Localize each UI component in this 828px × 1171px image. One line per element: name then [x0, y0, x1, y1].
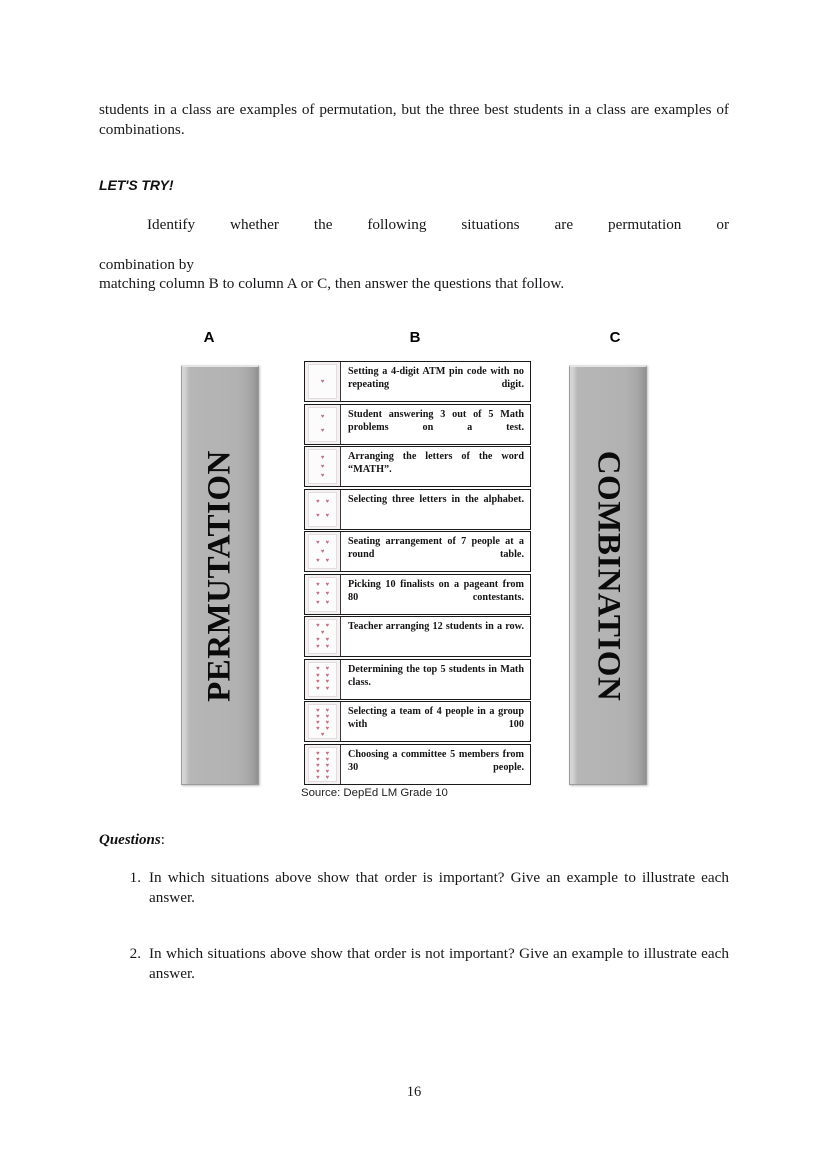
column-header-b: B — [409, 329, 421, 346]
instructions-block — [99, 215, 729, 294]
heart-pip-icon: ♥ — [320, 472, 325, 479]
card-face — [308, 747, 337, 782]
heart-pip-icon: ♥ — [325, 512, 330, 519]
card-face — [308, 619, 337, 654]
heart-pip-icon: ♥ — [315, 643, 320, 650]
source-caption: Source: DepEd LM Grade 10 — [301, 787, 448, 799]
situation-row[interactable] — [304, 659, 531, 700]
question-item — [99, 944, 729, 1003]
situation-row[interactable] — [304, 531, 531, 572]
heart-pip-icon: ♥ — [325, 679, 330, 686]
card-face — [308, 492, 337, 527]
playing-card-icon — [305, 745, 341, 784]
heart-pip-icon: ♥ — [320, 548, 325, 555]
heart-pip-icon: ♥ — [315, 600, 320, 606]
heart-pip-icon: ♥ — [320, 463, 325, 470]
playing-card-icon — [305, 362, 341, 401]
heart-pip-icon: ♥ — [325, 774, 330, 781]
situation-list — [304, 361, 531, 786]
heart-pip-icon: ♥ — [315, 686, 320, 693]
heart-pip-icon: ♥ — [325, 762, 330, 769]
heart-pip-icon: ♥ — [315, 714, 320, 720]
heart-pip-icon: ♥ — [315, 665, 320, 672]
situation-row[interactable] — [304, 574, 531, 615]
page-number: 16 — [406, 1084, 422, 1100]
heart-pip-icon: ♥ — [320, 732, 325, 738]
playing-card-icon — [305, 702, 341, 741]
heart-pip-icon: ♥ — [315, 591, 320, 597]
question-item — [99, 868, 729, 927]
instruction-line-1: Identify whether the following situations are permutation or — [147, 216, 729, 233]
heart-pip-icon: ♥ — [325, 708, 330, 714]
question-text: In which situations above show that order is not important? Give an example to illustrate each answer. — [149, 945, 729, 982]
situation-text: Teacher arranging 12 students in a row. — [348, 621, 524, 632]
questions-heading-text: Questions — [99, 832, 161, 848]
heart-pip-icon: ♥ — [325, 686, 330, 693]
situation-text: Selecting a team of 4 people in a group with 100 — [348, 706, 524, 731]
heart-pip-icon: ♥ — [320, 454, 325, 461]
heart-pip-icon: ♥ — [320, 427, 325, 434]
heart-pip-icon: ♥ — [325, 750, 330, 757]
heart-pip-icon: ♥ — [325, 672, 330, 679]
heart-pip-icon: ♥ — [325, 720, 330, 726]
heart-pip-icon: ♥ — [315, 708, 320, 714]
situation-text: Picking 10 finalists on a pageant from 80 contestants. — [348, 578, 524, 603]
heart-pip-icon: ♥ — [325, 591, 330, 597]
heart-pip-icon: ♥ — [325, 643, 330, 650]
heart-pip-icon: ♥ — [315, 582, 320, 588]
situation-row[interactable] — [304, 446, 531, 487]
playing-card-icon — [305, 447, 341, 486]
matching-diagram — [0, 325, 828, 810]
playing-card-icon — [305, 575, 341, 614]
questions-list — [99, 868, 729, 1021]
situation-row[interactable] — [304, 361, 531, 402]
heart-pip-icon: ♥ — [325, 768, 330, 775]
heart-pip-icon: ♥ — [315, 756, 320, 763]
situation-text: Setting a 4-digit ATM pin code with no repeating digit. — [348, 366, 524, 391]
situation-row[interactable] — [304, 404, 531, 445]
combination-banner-label: COMBINATION — [590, 450, 627, 701]
heart-pip-icon: ♥ — [325, 499, 330, 506]
column-header-c: C — [609, 329, 621, 346]
situation-row[interactable] — [304, 616, 531, 657]
heart-pip-icon: ♥ — [320, 414, 325, 421]
question-text: In which situations above show that order is important? Give an example to illustrate each answer. — [149, 869, 729, 906]
questions-heading-suffix: : — [160, 832, 165, 848]
heart-pip-icon: ♥ — [315, 720, 320, 726]
heart-pip-icon: ♥ — [325, 756, 330, 763]
situation-text: Choosing a committee 5 members from 30 people. — [348, 748, 524, 773]
card-face — [308, 407, 337, 442]
heart-pip-icon: ♥ — [315, 512, 320, 519]
card-face — [308, 534, 337, 569]
instruction-line-2: combination by — [99, 255, 194, 273]
situation-text: Selecting three letters in the alphabet. — [348, 493, 524, 505]
heart-pip-icon: ♥ — [320, 378, 325, 385]
heart-pip-icon: ♥ — [315, 636, 320, 643]
card-face — [308, 577, 337, 612]
playing-card-icon — [305, 532, 341, 571]
heart-pip-icon: ♥ — [315, 623, 320, 630]
heart-pip-icon: ♥ — [325, 582, 330, 588]
heart-pip-icon: ♥ — [315, 499, 320, 506]
instruction-line-3: matching column B to column A or C, then answer the questions that follow. — [99, 275, 565, 293]
permutation-banner-label: PERMUTATION — [201, 449, 238, 702]
column-header-a: A — [203, 329, 215, 346]
intro-paragraph: students in a class are examples of permutation, but the three best students in a class are examples of combinations. — [99, 101, 729, 138]
situation-text: Student answering 3 out of 5 Math problems on a test. — [348, 408, 524, 433]
heart-pip-icon: ♥ — [315, 672, 320, 679]
heart-pip-icon: ♥ — [315, 679, 320, 686]
heart-pip-icon: ♥ — [325, 600, 330, 606]
section-heading-lets-try: LET'S TRY! — [99, 177, 174, 193]
heart-pip-icon: ♥ — [325, 623, 330, 630]
playing-card-icon — [305, 405, 341, 444]
card-face — [308, 449, 337, 484]
heart-pip-icon: ♥ — [315, 539, 320, 546]
heart-pip-icon: ♥ — [315, 774, 320, 781]
heart-pip-icon: ♥ — [315, 768, 320, 775]
card-face — [308, 364, 337, 399]
heart-pip-icon: ♥ — [315, 726, 320, 732]
situation-row[interactable] — [304, 744, 531, 785]
question-number: 2. — [129, 945, 141, 963]
heart-pip-icon: ♥ — [325, 726, 330, 732]
situation-row[interactable] — [304, 701, 531, 742]
questions-heading — [99, 832, 165, 849]
playing-card-icon — [305, 660, 341, 699]
combination-banner — [569, 365, 647, 785]
heart-pip-icon: ♥ — [315, 762, 320, 769]
heart-pip-icon: ♥ — [325, 557, 330, 564]
card-face — [308, 704, 337, 739]
heart-pip-icon: ♥ — [325, 665, 330, 672]
situation-text: Determining the top 5 students in Math class. — [348, 663, 524, 688]
permutation-banner — [181, 365, 259, 785]
heart-pip-icon: ♥ — [315, 750, 320, 757]
situation-row[interactable] — [304, 489, 531, 530]
heart-pip-icon: ♥ — [325, 636, 330, 643]
heart-pip-icon: ♥ — [325, 539, 330, 546]
playing-card-icon — [305, 490, 341, 529]
card-face — [308, 662, 337, 697]
situation-text: Seating arrangement of 7 people at a round table. — [348, 536, 524, 561]
question-number: 1. — [129, 869, 141, 886]
situation-text: Arranging the letters of the word “MATH”. — [348, 451, 524, 476]
heart-pip-icon: ♥ — [320, 630, 325, 637]
playing-card-icon — [305, 617, 341, 656]
heart-pip-icon: ♥ — [325, 714, 330, 720]
heart-pip-icon: ♥ — [315, 557, 320, 564]
